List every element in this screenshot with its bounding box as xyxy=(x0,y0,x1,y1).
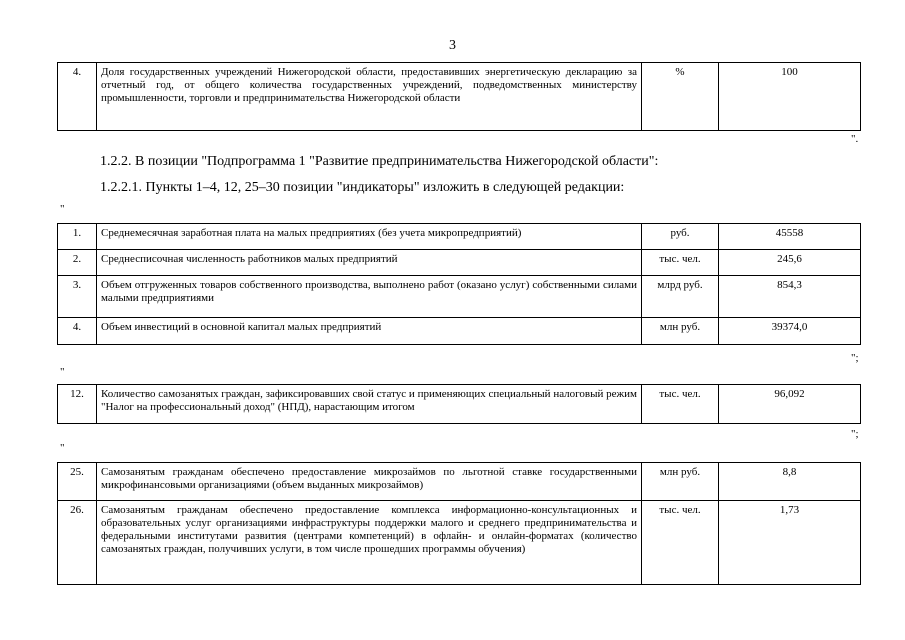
indicator-table-top xyxy=(57,62,861,131)
opening-quote: " xyxy=(60,442,65,454)
row-number: 4. xyxy=(58,63,97,131)
row-number: 26. xyxy=(58,501,97,585)
row-number: 12. xyxy=(58,385,97,424)
indicator-name: Среднесписочная численность работников малых предприятий xyxy=(97,250,642,276)
indicator-name: Доля государственных учреждений Нижегородской области, предоставивших энергетическую декларацию за отчетный год, от общего количества государственных учреждений, подведомственных министерству промышленности, торговли и предпринимательства Нижегородской области xyxy=(97,63,642,131)
indicator-name: Объем отгруженных товаров собственного производства, выполнено работ (оказано услуг) собственными силами малыми предприятиями xyxy=(97,276,642,318)
indicator-table-a xyxy=(57,223,861,345)
indicator-table-c xyxy=(57,462,861,585)
page-number: 3 xyxy=(449,38,456,53)
closing-quote: "; xyxy=(851,428,859,440)
unit-cell: тыс. чел. xyxy=(642,501,719,585)
table-row xyxy=(58,250,861,276)
paragraph-1-2-2: 1.2.2. В позиции "Подпрограмма 1 "Развитие предпринимательства Нижегородской области": xyxy=(100,154,659,169)
value-cell: 245,6 xyxy=(719,250,861,276)
indicator-name: Объем инвестиций в основной капитал малых предприятий xyxy=(97,318,642,345)
row-number: 3. xyxy=(58,276,97,318)
indicator-name: Количество самозанятых граждан, зафиксировавших свой статус и применяющих специальный налоговый режим "Налог на профессиональный доход" (НПД), нарастающим итогом xyxy=(97,385,642,424)
table-row xyxy=(58,224,861,250)
row-number: 1. xyxy=(58,224,97,250)
unit-cell: тыс. чел. xyxy=(642,385,719,424)
indicator-name: Самозанятым гражданам обеспечено предоставление комплекса информационно-консультационных и образовательных услуг организациями инфраструктуры поддержки малого и среднего предпринимательства и федеральными институтами развития (центрами компетенций) в офлайн- и онлайн-форматах (количество самозанятых граждан, получивших услуги, в том числе прошедших программы обучения) xyxy=(97,501,642,585)
table-row xyxy=(58,501,861,585)
row-number: 25. xyxy=(58,463,97,501)
unit-cell: % xyxy=(642,63,719,131)
table-row xyxy=(58,276,861,318)
opening-quote: " xyxy=(60,203,65,215)
value-cell: 8,8 xyxy=(719,463,861,501)
table-row xyxy=(58,463,861,501)
row-number: 4. xyxy=(58,318,97,345)
paragraph-1-2-2-1: 1.2.2.1. Пункты 1–4, 12, 25–30 позиции "индикаторы" изложить в следующей редакции: xyxy=(100,180,625,195)
indicator-name: Среднемесячная заработная плата на малых предприятиях (без учета микропредприятий) xyxy=(97,224,642,250)
value-cell: 45558 xyxy=(719,224,861,250)
closing-quote: "; xyxy=(851,352,859,364)
unit-cell: тыс. чел. xyxy=(642,250,719,276)
table-row xyxy=(58,318,861,345)
unit-cell: млн руб. xyxy=(642,463,719,501)
table-row xyxy=(58,63,861,131)
unit-cell: млн руб. xyxy=(642,318,719,345)
opening-quote: " xyxy=(60,366,65,378)
table-row xyxy=(58,385,861,424)
indicator-table-b xyxy=(57,384,861,424)
indicator-name: Самозанятым гражданам обеспечено предоставление микрозаймов по льготной ставке государственными микрофинансовыми организациями (объем выданных микрозаймов) xyxy=(97,463,642,501)
value-cell: 96,092 xyxy=(719,385,861,424)
unit-cell: млрд руб. xyxy=(642,276,719,318)
value-cell: 1,73 xyxy=(719,501,861,585)
value-cell: 100 xyxy=(719,63,861,131)
value-cell: 39374,0 xyxy=(719,318,861,345)
row-number: 2. xyxy=(58,250,97,276)
closing-quote: ". xyxy=(851,133,859,145)
value-cell: 854,3 xyxy=(719,276,861,318)
unit-cell: руб. xyxy=(642,224,719,250)
